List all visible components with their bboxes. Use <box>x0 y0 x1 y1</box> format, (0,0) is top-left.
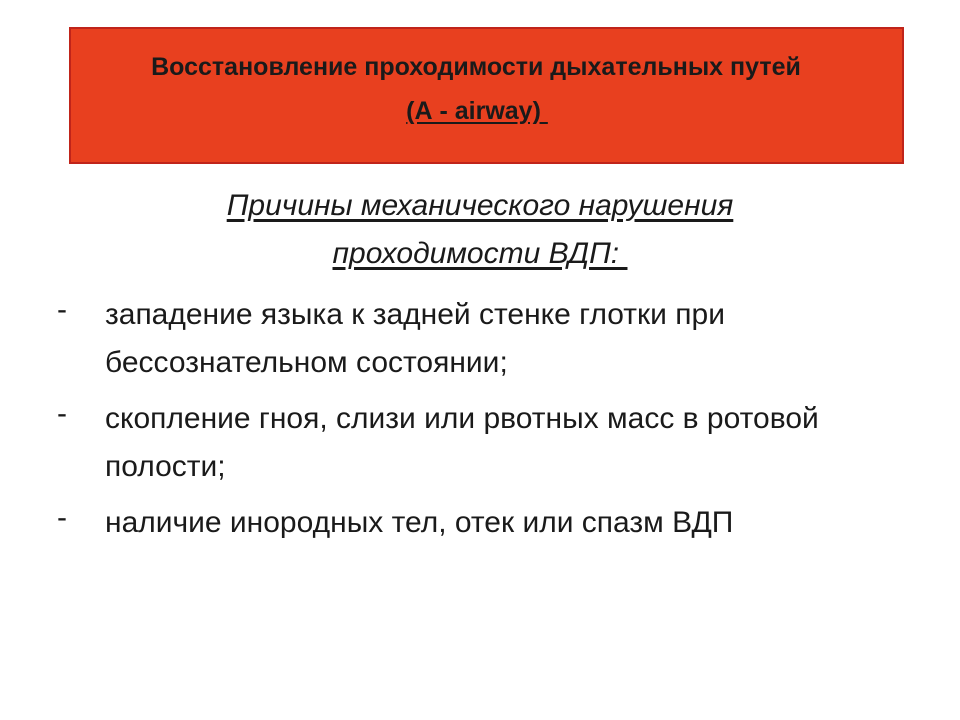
causes-list <box>55 291 935 555</box>
slide-title-line2-text: (А - airway) <box>406 97 548 125</box>
subtitle-line1 <box>0 189 960 223</box>
slide-title-line2 <box>0 97 960 126</box>
list-item-text: наличие инородных тел, отек или спазм ВДП <box>105 506 734 539</box>
list-item <box>55 499 935 547</box>
subtitle-line2-text: проходимости ВДП: <box>332 237 628 270</box>
list-item-text: западение языка к задней стенке глотки при бессознательном состоянии; <box>105 298 725 379</box>
bullet-dash: - <box>57 397 67 430</box>
bullet-dash: - <box>57 293 67 326</box>
bullet-dash: - <box>57 501 67 534</box>
subtitle-line1-text: Причины механического нарушения <box>226 189 734 222</box>
list-item-text: скопление гноя, слизи или рвотных масс в ротовой полости; <box>105 402 819 483</box>
title-banner <box>69 27 904 164</box>
subtitle-line2 <box>0 237 960 271</box>
list-item <box>55 395 935 491</box>
slide-title-line1: Восстановление проходимости дыхательных путей <box>151 53 801 81</box>
list-item <box>55 291 935 387</box>
